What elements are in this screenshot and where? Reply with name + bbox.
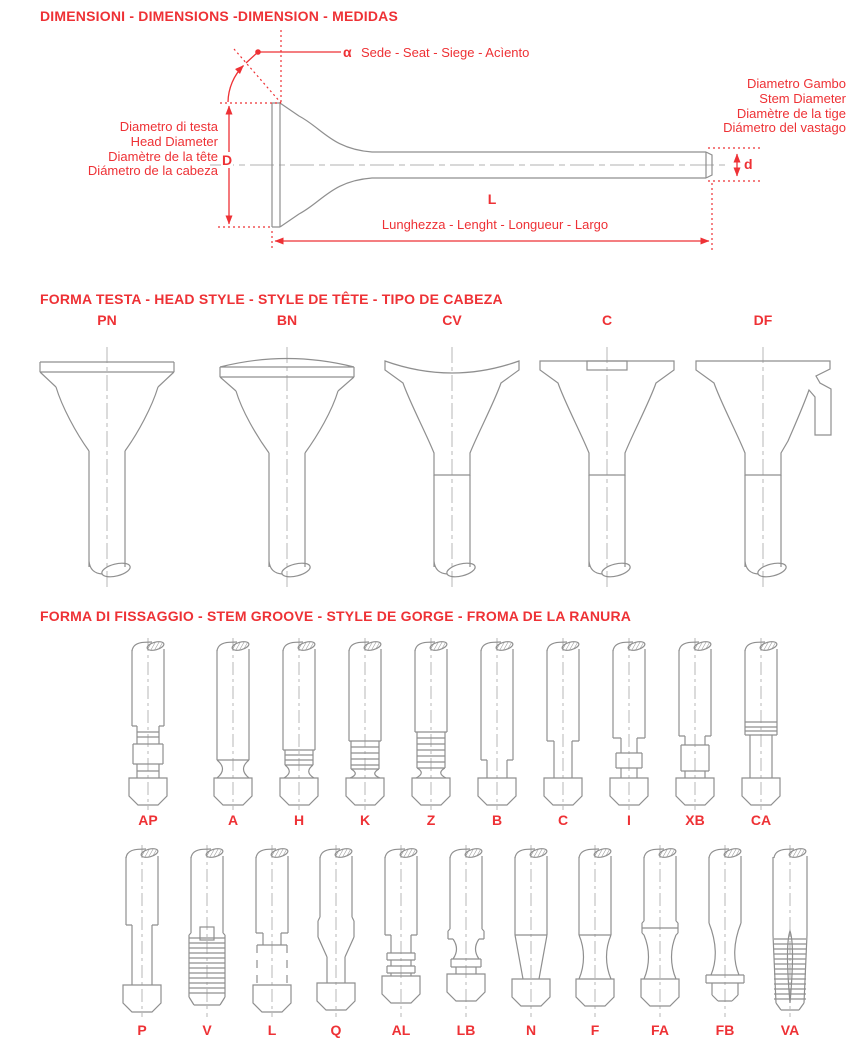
stem-groove-label-p: P: [137, 1022, 147, 1038]
stem-groove-figure-v: [174, 845, 240, 1017]
seat-angle-arc: [228, 66, 244, 103]
stem-groove-figure-lb: [433, 845, 499, 1017]
stem-groove-label-n: N: [525, 1022, 537, 1038]
dimensions-title: DIMENSIONI - DIMENSIONS -DIMENSION - MEDIDAS: [40, 8, 399, 24]
head-diameter-line-es: Diámetro de la cabeza: [87, 163, 218, 179]
length-letter: L: [487, 191, 497, 207]
head-style-label-cv: CV: [442, 312, 462, 328]
head-style-figure-bn: [212, 345, 362, 593]
stem-groove-figure-c: [530, 638, 596, 810]
stem-groove-figure-k: [332, 638, 398, 810]
stem-groove-figure-b: [464, 638, 530, 810]
stem-groove-figure-ap: [115, 638, 181, 810]
length-label: [290, 218, 700, 233]
head-style-figure-df: [688, 345, 838, 593]
head-style-title: FORMA TESTA - HEAD STYLE - STYLE DE TÊTE - TIPO DE CABEZA: [40, 291, 503, 307]
stem-groove-figure-z: [398, 638, 464, 810]
head-style-label-df: DF: [753, 312, 773, 328]
stem-groove-figure-h: [266, 638, 332, 810]
stem-groove-label-xb: XB: [685, 812, 705, 828]
head-style-label-pn: PN: [97, 312, 117, 328]
stem-groove-figure-ca: [728, 638, 794, 810]
head-style-figure-pn: [32, 345, 182, 593]
stem-groove-label-va: VA: [780, 1022, 800, 1038]
head-diameter-line-it: Diametro di testa: [119, 119, 218, 134]
stem-diameter-line-fr: Diamètre de la tige: [736, 105, 846, 121]
head-style-label-c: C: [601, 312, 613, 328]
stem-groove-label-lb: LB: [456, 1022, 476, 1038]
stem-groove-figure-fa: [627, 845, 693, 1017]
stem-groove-label-l: L: [267, 1022, 277, 1038]
stem-diameter-line-en: Stem Diameter: [759, 90, 846, 106]
head-diameter-line-en: Head Diameter: [130, 133, 218, 149]
head-style-figure-c: [532, 345, 682, 593]
head-diameter-line-fr: Diamètre de la tête: [108, 148, 218, 164]
head-style-label-bn: BN: [276, 312, 298, 328]
stem-groove-label-a: A: [227, 812, 239, 828]
stem-groove-figure-n: [498, 845, 564, 1017]
stem-groove-label-v: V: [202, 1022, 212, 1038]
stem-groove-label-q: Q: [330, 1022, 342, 1038]
alpha-letter: α: [343, 44, 352, 60]
stem-groove-label-ap: AP: [138, 812, 158, 828]
stem-groove-title: FORMA DI FISSAGGIO - STEM GROOVE - STYLE DE GORGE - FROMA DE LA RANURA: [40, 608, 632, 624]
stem-groove-label-i: I: [627, 812, 631, 828]
stem-groove-figure-va: [757, 845, 823, 1017]
head-style-figure-cv: [377, 345, 527, 593]
stem-groove-label-fb: FB: [715, 1022, 735, 1038]
stem-diameter-line-it: Diametro Gambo: [747, 76, 846, 91]
head-diameter-label: [20, 120, 218, 179]
head-diameter-letter: D: [222, 152, 233, 168]
seat-label: Sede - Seat - Siege - Acìento: [361, 45, 530, 60]
stem-groove-figure-fb: [692, 845, 758, 1017]
stem-groove-figure-a: [200, 638, 266, 810]
stem-diameter-letter: d: [744, 156, 753, 172]
stem-groove-figure-q: [303, 845, 369, 1017]
stem-groove-label-h: H: [293, 812, 305, 828]
stem-diameter-line-es: Diámetro del vastago: [723, 120, 846, 136]
seat-leader-dot: [255, 49, 261, 55]
stem-groove-label-c: C: [557, 812, 569, 828]
length-text: Lunghezza - Lenght - Longueur - Largo: [381, 217, 609, 232]
stem-groove-label-ca: CA: [750, 812, 772, 828]
stem-groove-figure-p: [109, 845, 175, 1017]
stem-groove-label-z: Z: [426, 812, 436, 828]
stem-groove-figure-xb: [662, 638, 728, 810]
stem-groove-figure-i: [596, 638, 662, 810]
stem-groove-label-k: K: [359, 812, 371, 828]
stem-groove-figure-al: [368, 845, 434, 1017]
stem-groove-figure-f: [562, 845, 628, 1017]
stem-groove-figure-l: [239, 845, 305, 1017]
stem-groove-label-b: B: [491, 812, 503, 828]
stem-groove-label-f: F: [590, 1022, 600, 1038]
stem-groove-label-al: AL: [391, 1022, 411, 1038]
stem-groove-label-fa: FA: [651, 1022, 669, 1038]
stem-diameter-label: [610, 77, 846, 136]
